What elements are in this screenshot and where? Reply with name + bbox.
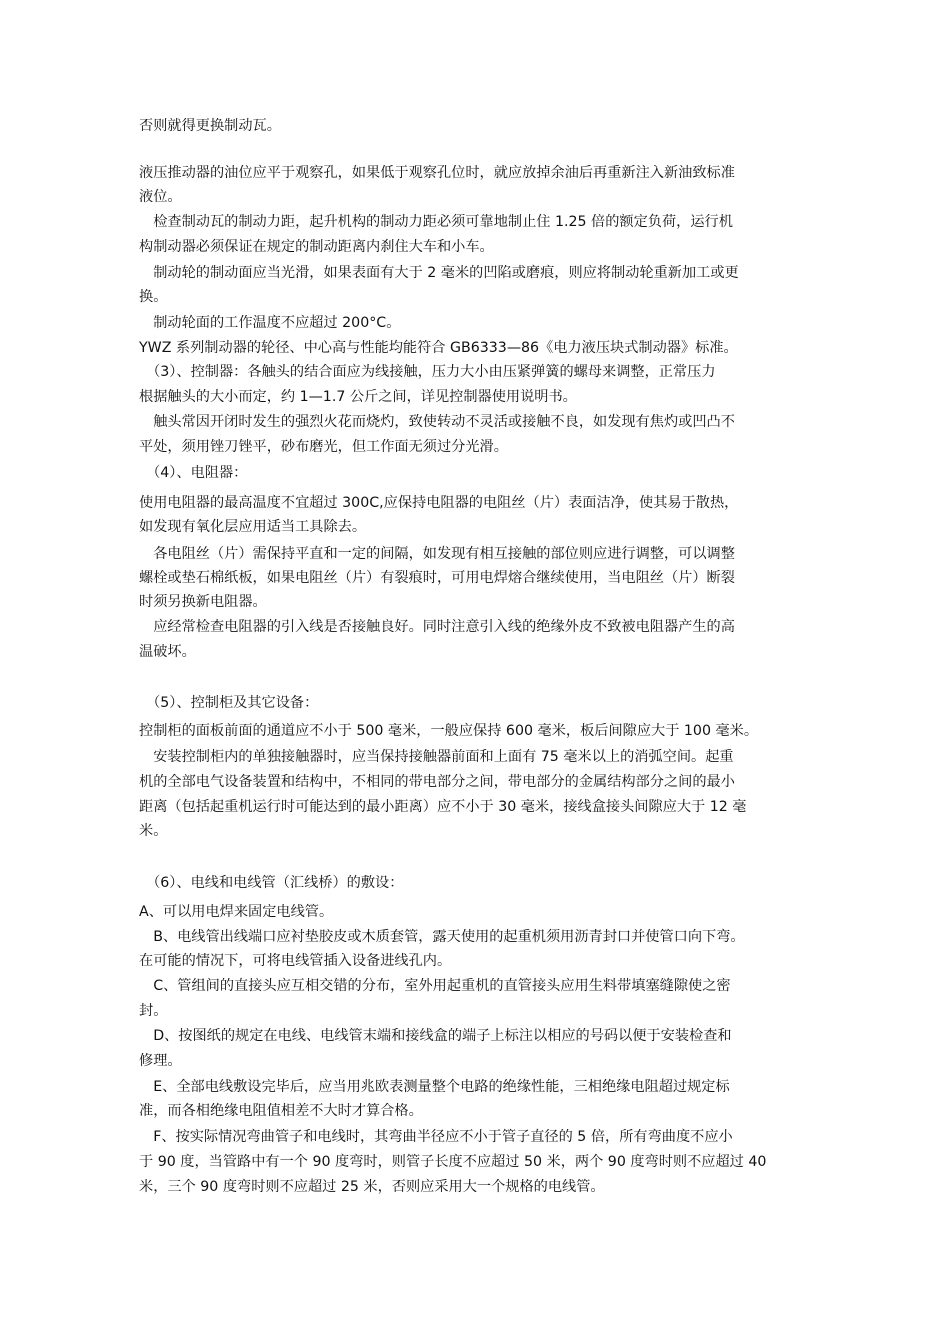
text-line: 米。 — [139, 823, 168, 839]
text-line: 根据触头的大小而定，约 1—1.7 公斤之间，详见控制器使用说明书。 — [139, 389, 577, 405]
text-line: 制动轮面的工作温度不应超过 200°C。 — [139, 315, 401, 331]
text-line: （5）、控制柜及其它设备： — [139, 695, 319, 711]
text-line: E、全部电线敷设完毕后，应当用兆欧表测量整个电路的绝缘性能，三相绝缘电阻超过规定标 — [139, 1079, 730, 1095]
text-line: 控制柜的面板前面的通道应不小于 500 毫米，一般应保持 600 毫米，板后间隙应大于 100 毫米。 — [139, 723, 759, 739]
text-line: 液位。 — [139, 189, 182, 205]
text-line: C、管组间的直接头应互相交错的分布，室外用起重机的直管接头应用生料带填塞缝隙使之密 — [139, 978, 731, 994]
text-line: 平处，须用锉刀锉平，砂布磨光，但工作面无须过分光滑。 — [139, 439, 508, 455]
text-line: 构制动器必须保证在规定的制动距离内刹住大车和小车。 — [139, 239, 494, 255]
text-line: 修理。 — [139, 1053, 182, 1069]
text-line: B、电线管出线端口应衬垫胶皮或木质套管，露天使用的起重机须用沥青封口并使管口向下弯。 — [139, 929, 745, 945]
text-line: 机的全部电气设备装置和结构中，不相同的带电部分之间，带电部分的金属结构部分之间的最小 — [139, 774, 735, 790]
text-line: 换。 — [139, 289, 168, 305]
text-line: 在可能的情况下，可将电线管插入设备进线孔内。 — [139, 953, 452, 969]
text-line: （3）、控制器：各触头的结合面应为线接触，压力大小由压紧弹簧的螺母来调整，正常压力 — [139, 364, 716, 380]
text-line: 螺栓或垫石棉纸板，如果电阻丝（片）有裂痕时，可用电焊熔合继续使用，当电阻丝（片）断裂 — [139, 570, 735, 586]
text-line: （4）、电阻器： — [139, 465, 248, 481]
text-line: （6）、电线和电线管（汇线桥）的敷设： — [139, 875, 404, 891]
text-line: 各电阻丝（片）需保持平直和一定的间隔，如发现有相互接触的部位则应进行调整，可以调整 — [139, 546, 735, 562]
text-line: 封。 — [139, 1003, 168, 1019]
text-line: 距离（包括起重机运行时可能达到的最小距离）应不小于 30 毫米，接线盒接头间隙应大于 12 毫 — [139, 799, 747, 815]
text-line: 液压推动器的油位应平于观察孔，如果低于观察孔位时，就应放掉余油后再重新注入新油致标准 — [139, 165, 735, 181]
text-line: 应经常检查电阻器的引入线是否接触良好。同时注意引入线的绝缘外皮不致被电阻器产生的高 — [139, 619, 735, 635]
text-line: 安装控制柜内的单独接触器时，应当保持接触器前面和上面有 75 毫米以上的消弧空间。起重 — [139, 749, 734, 765]
text-line: D、按图纸的规定在电线、电线管末端和接线盒的端子上标注以相应的号码以便于安装检查和 — [139, 1028, 732, 1044]
text-line: 温破坏。 — [139, 644, 196, 660]
text-line: 时须另换新电阻器。 — [139, 594, 267, 610]
text-line: YWZ 系列制动器的轮径、中心高与性能均能符合 GB6333—86《电力液压块式制动器》标准。 — [139, 340, 738, 356]
text-line: 否则就得更换制动瓦。 — [139, 118, 281, 134]
text-line: 准，而各相绝缘电阻值相差不大时才算合格。 — [139, 1103, 423, 1119]
text-line: A、可以用电焊来固定电线管。 — [139, 904, 334, 920]
text-line: F、按实际情况弯曲管子和电线时，其弯曲半径应不小于管子直径的 5 倍，所有弯曲度不应小 — [139, 1129, 733, 1145]
text-line: 使用电阻器的最高温度不宜超过 300C,应保持电阻器的电阻丝（片）表面洁净，使其易于散热， — [139, 495, 739, 511]
text-line: 米，三个 90 度弯时则不应超过 25 米，否则应采用大一个规格的电线管。 — [139, 1179, 605, 1195]
text-line: 检查制动瓦的制动力距，起升机构的制动力距必须可靠地制止住 1.25 倍的额定负荷，运行机 — [139, 214, 733, 230]
text-line: 如发现有氧化层应用适当工具除去。 — [139, 519, 367, 535]
text-line: 触头常因开闭时发生的强烈火花而烧灼，致使转动不灵活或接触不良，如发现有焦灼或凹凸不 — [139, 414, 735, 430]
text-line: 制动轮的制动面应当光滑，如果表面有大于 2 毫米的凹陷或磨痕，则应将制动轮重新加工或更 — [139, 265, 739, 281]
text-line: 于 90 度，当管路中有一个 90 度弯时，则管子长度不应超过 50 米，两个 90 度弯时则不应超过 40 — [139, 1154, 767, 1170]
